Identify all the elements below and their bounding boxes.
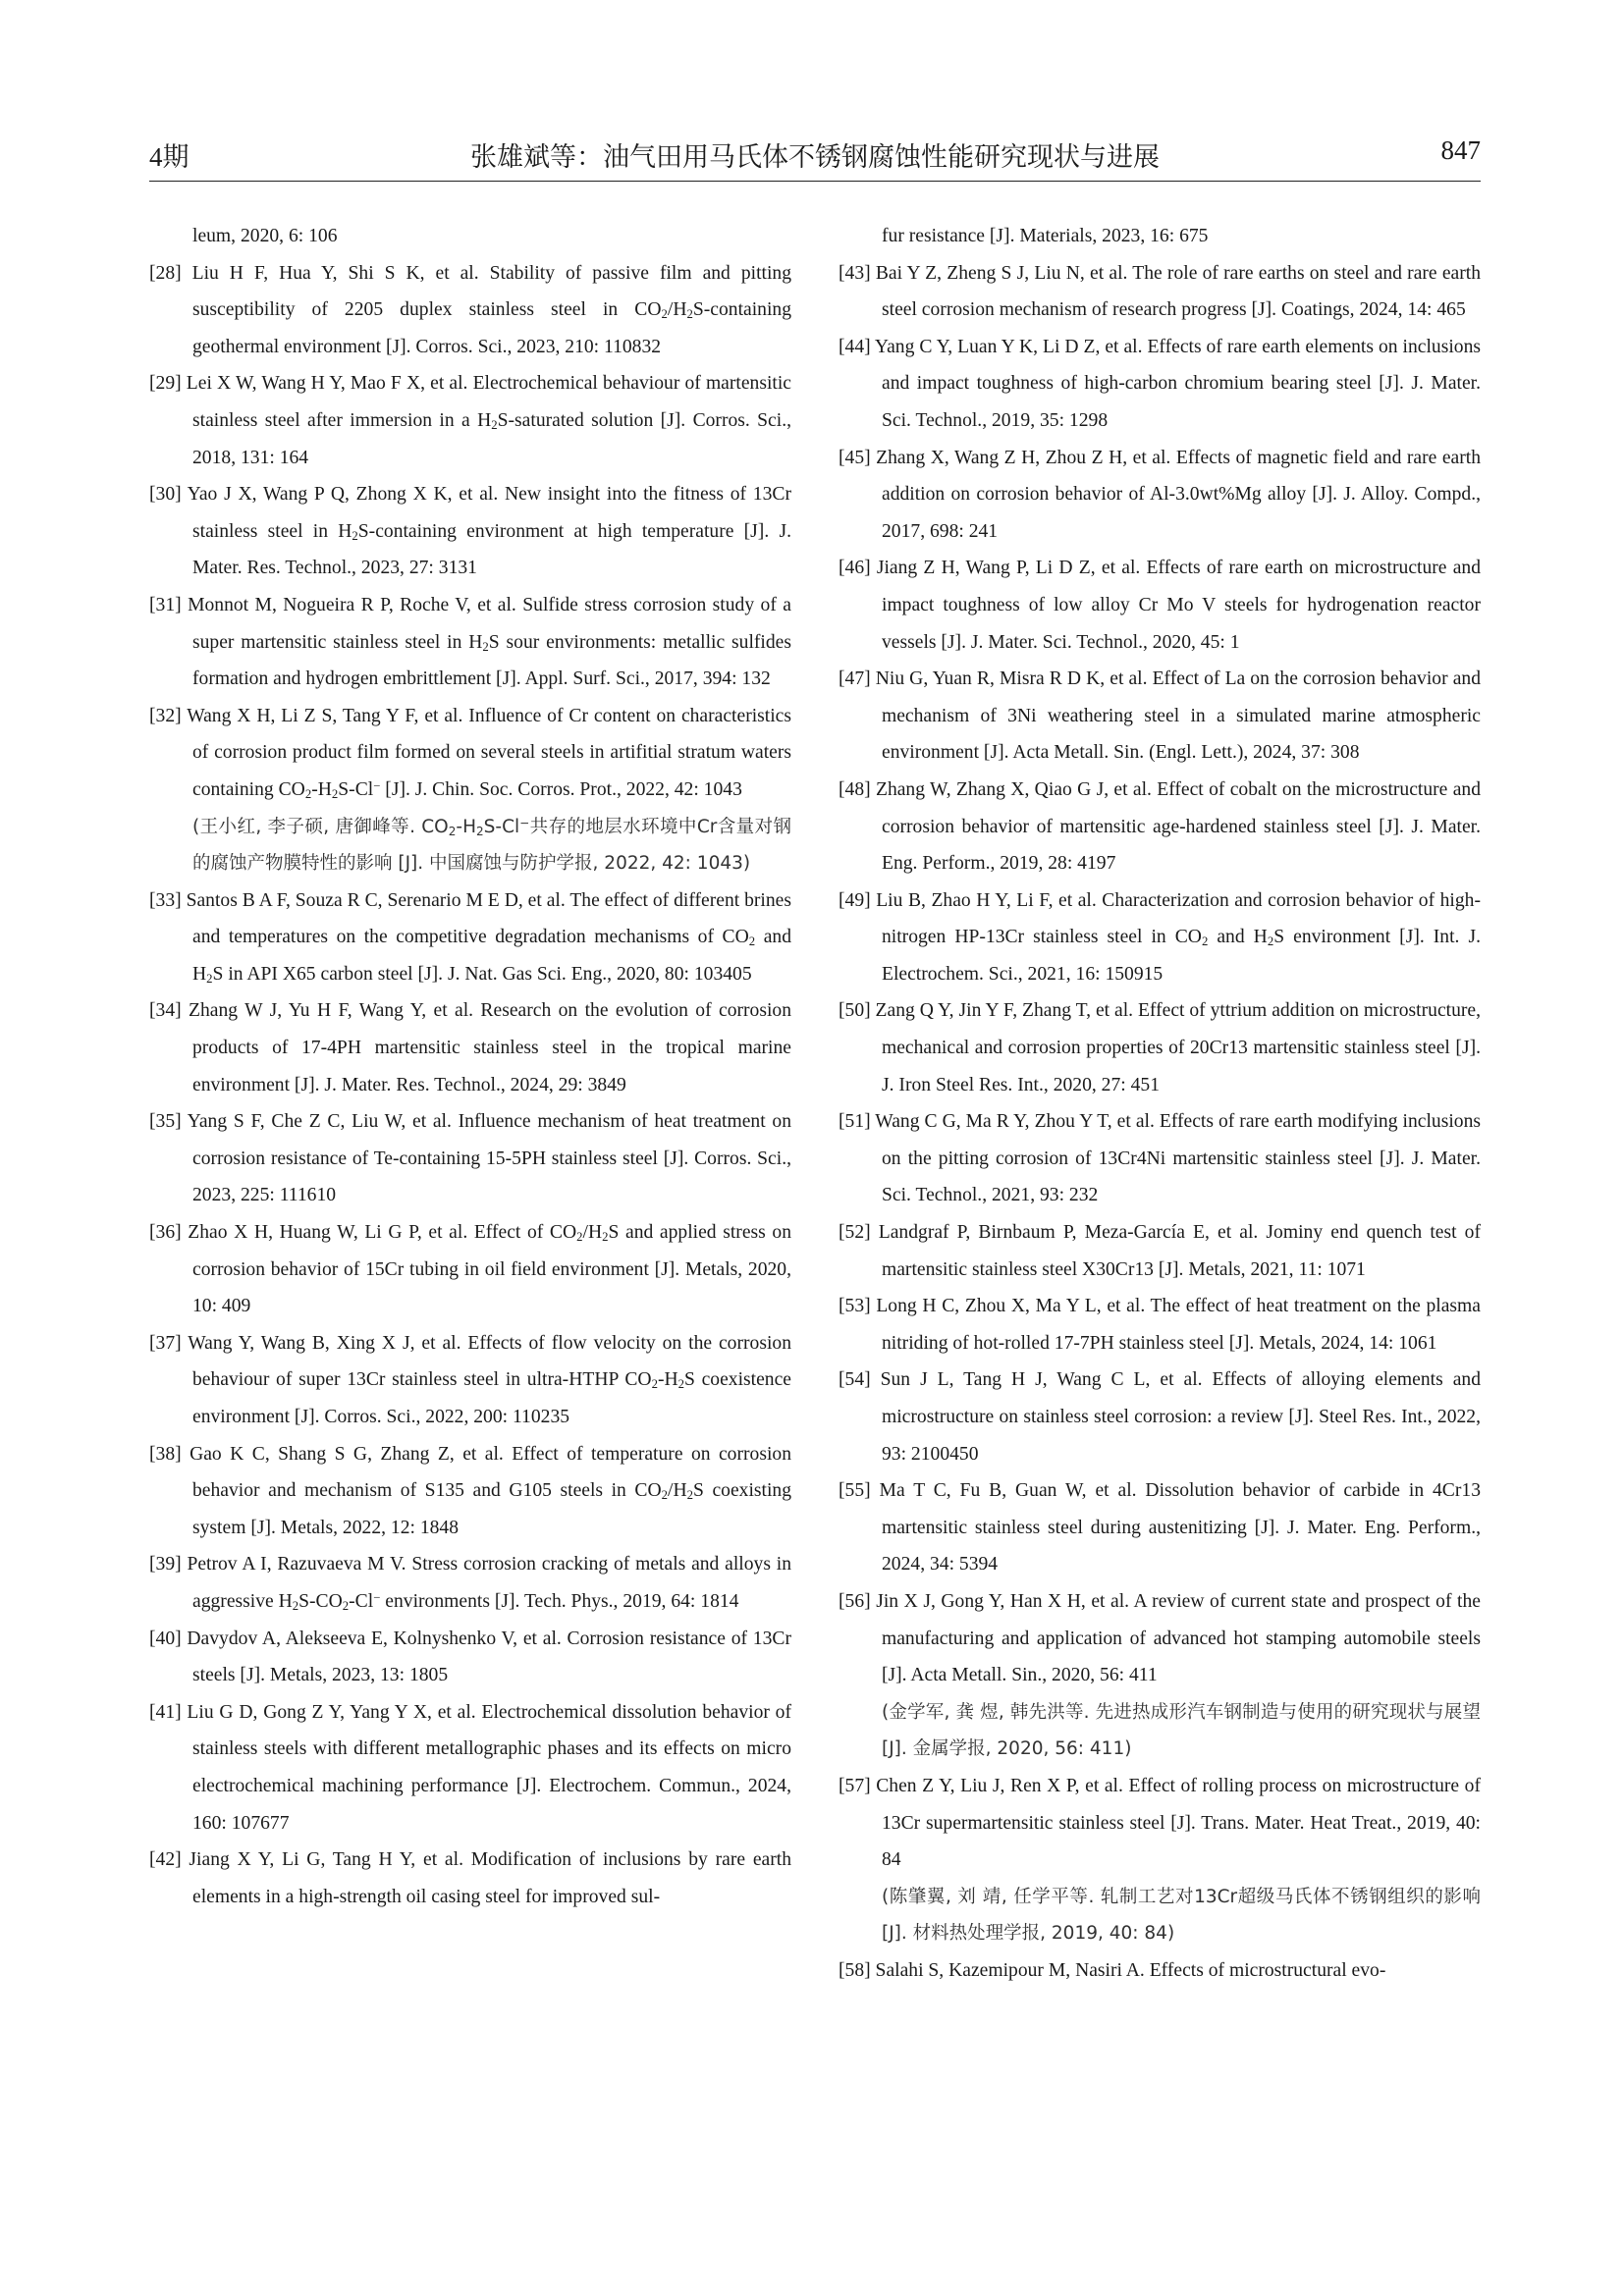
reference-entry: [51] Wang C G, Ma R Y, Zhou Y T, et al. Effects of rare earth modifying inclusions on the pitting corrosion of 13Cr4Ni martensitic stainless steel [J]. J. Mater. Sci. Technol., 2021, 93: 232 bbox=[839, 1111, 1481, 1206]
reference-entry: [34] Zhang W J, Yu H F, Wang Y, et al. Research on the evolution of corrosion products of 17-4PH martensitic stainless steel in the tropical marine environment [J]. J. Mater. Res. Technol., 2024, 29: 3849 bbox=[149, 1000, 791, 1095]
header-rule bbox=[149, 181, 1481, 182]
reference-entry: [52] Landgraf P, Birnbaum P, Meza-García E, et al. Jominy end quench test of martensitic stainless steel X30Cr13 [J]. Metals, 2021, 11: 1071 bbox=[839, 1222, 1481, 1280]
reference-entry: [28] Liu H F, Hua Y, Shi S K, et al. Stability of passive film and pitting susceptibility of 2205 duplex stainless steel in $CO_2/H_2S$-containing geothermal environment [J]. Corros. Sci., 2023, 210: 110832 bbox=[149, 262, 791, 357]
reference-chinese-translation: (金学军, 龚 煜, 韩先洪等. 先进热成形汽车钢制造与使用的研究现状与展望 [J]. 金属学报, 2020, 56: 411) bbox=[882, 1701, 1481, 1760]
reference-entry: [39] Petrov A I, Razuvaeva M V. Stress corrosion cracking of metals and alloys in aggressive $H_2S-CO_2-Cl^-$ environments [J]. Tech. Phys., 2019, 64: 1814 bbox=[149, 1554, 791, 1614]
reference-entry: [53] Long H C, Zhou X, Ma Y L, et al. The effect of heat treatment on the plasma nitriding of hot-rolled 17-7PH stainless steel [J]. Metals, 2024, 14: 1061 bbox=[839, 1296, 1481, 1354]
reference-entry: [58] Salahi S, Kazemipour M, Nasiri A. Effects of microstructural evo- bbox=[839, 1959, 1386, 1981]
reference-entry: [49] Liu B, Zhao H Y, Li F, et al. Characterization and corrosion behavior of high-nitrogen HP-13Cr stainless steel in $CO_2$ and $H_2S$ environment [J]. Int. J. Electrochem. Sci., 2021, 16: 150915 bbox=[839, 889, 1481, 985]
reference-entry: [36] Zhao X H, Huang W, Li G P, et al. Effect of $CO_2/H_2S$ and applied stress on corrosion behavior of 15Cr tubing in oil field environment [J]. Metals, 2020, 10: 409 bbox=[149, 1222, 791, 1317]
reference-entry: fur resistance [J]. Materials, 2023, 16: 675 bbox=[882, 226, 1209, 246]
reference-entry: [43] Bai Y Z, Zheng S J, Liu N, et al. The role of rare earths on steel and rare earth steel corrosion mechanism of research progress [J]. Coatings, 2024, 14: 465 bbox=[839, 262, 1481, 321]
reference-entry: [30] Yao J X, Wang P Q, Zhong X K, et al. New insight into the fitness of 13Cr stainless steel in $H_2S$-containing environment at high temperature [J]. J. Mater. Res. Technol., 2023, 27: 3131 bbox=[149, 484, 791, 579]
reference-entry: [42] Jiang X Y, Li G, Tang H Y, et al. Modification of inclusions by rare earth elements in a high-strength oil casing steel for improved sul- bbox=[149, 1849, 791, 1907]
reference-entry: leum, 2020, 6: 106 bbox=[192, 226, 338, 246]
reference-entry: [50] Zang Q Y, Jin Y F, Zhang T, et al. Effect of yttrium addition on microstructure, mechanical and corrosion properties of 20Cr13 martensitic stainless steel [J]. J. Iron Steel Res. Int., 2020, 27: 451 bbox=[839, 1000, 1481, 1095]
reference-entry: [41] Liu G D, Gong Z Y, Yang Y X, et al. Electrochemical dissolution behavior of stainless steels with different metallographic phases and its effects on micro electrochemical machining performance [J]. Electrochem. Commun., 2024, 160: 107677 bbox=[149, 1701, 791, 1834]
reference-entry: [46] Jiang Z H, Wang P, Li D Z, et al. Effects of rare earth on microstructure and impact toughness of low alloy Cr Mo V steels for hydrogenation reactor vessels [J]. J. Mater. Sci. Technol., 2020, 45: 1 bbox=[839, 558, 1481, 653]
running-title: 张雄斌等：油气田用马氏体不锈钢腐蚀性能研究现状与进展 bbox=[470, 142, 1160, 172]
reference-entry: [55] Ma T C, Fu B, Guan W, et al. Dissolution behavior of carbide in 4Cr13 martensitic stainless steel during austenitizing [J]. J. Mater. Eng. Perform., 2024, 34: 5394 bbox=[839, 1480, 1481, 1575]
reference-entry: [45] Zhang X, Wang Z H, Zhou Z H, et al. Effects of magnetic field and rare earth addition on corrosion behavior of Al-3.0wt%Mg alloy [J]. J. Alloy. Compd., 2017, 698: 241 bbox=[839, 447, 1481, 542]
reference-chinese-translation: (陈肇翼, 刘 靖, 任学平等. 轧制工艺对13Cr超级马氏体不锈钢组织的影响 [J]. 材料热处理学报, 2019, 40: 84) bbox=[882, 1886, 1481, 1945]
reference-entry: [56] Jin X J, Gong Y, Han X H, et al. A review of current state and prospect of the manufacturing and application of advanced hot stamping automobile steels [J]. Acta Metall. Sin., 2020, 56: 411 bbox=[839, 1590, 1481, 1686]
reference-entry: [31] Monnot M, Nogueira R P, Roche V, et al. Sulfide stress corrosion study of a super martensitic stainless steel in $H_2S$ sour environments: metallic sulfides formation and hydrogen embrittlement [J]. Appl. Surf. Sci., 2017, 394: 132 bbox=[149, 594, 791, 690]
reference-entry: [44] Yang C Y, Luan Y K, Li D Z, et al. Effects of rare earth elements on inclusions and impact toughness of high-carbon chromium bearing steel [J]. J. Mater. Sci. Technol., 2019, 35: 1298 bbox=[839, 336, 1481, 431]
running-header bbox=[149, 135, 1481, 183]
reference-entry: [57] Chen Z Y, Liu J, Ren X P, et al. Effect of rolling process on microstructure of 13Cr supermartensitic stainless steel [J]. Trans. Mater. Heat Treat., 2019, 40: 84 bbox=[839, 1775, 1481, 1871]
reference-entry: [54] Sun J L, Tang H J, Wang C L, et al. Effects of alloying elements and microstructure on stainless steel corrosion: a review [J]. Steel Res. Int., 2022, 93: 2100450 bbox=[839, 1369, 1481, 1465]
reference-entry: [35] Yang S F, Che Z C, Liu W, et al. Influence mechanism of heat treatment on corrosion resistance of Te-containing 15-5PH stainless steel [J]. Corros. Sci., 2023, 225: 111610 bbox=[149, 1111, 791, 1206]
reference-entry: [33] Santos B A F, Souza R C, Serenario M E D, et al. The effect of different brines and temperatures on the competitive degradation mechanisms of $CO_2$ and $H_2S$ in API X65 carbon steel [J]. J. Nat. Gas Sci. Eng., 2020, 80: 103405 bbox=[149, 889, 791, 987]
issue-number: 4期 bbox=[149, 142, 189, 172]
reference-entry: [38] Gao K C, Shang S G, Zhang Z, et al. Effect of temperature on corrosion behavior and mechanism of S135 and G105 steels in $CO_2/H_2S$ coexisting system [J]. Metals, 2022, 12: 1848 bbox=[149, 1443, 791, 1538]
reference-entry: [37] Wang Y, Wang B, Xing X J, et al. Effects of flow velocity on the corrosion behaviour of super 13Cr stainless steel in ultra-HTHP $CO_2-H_2S$ coexistence environment [J]. Corros. Sci., 2022, 200: 110235 bbox=[149, 1332, 791, 1427]
reference-entry: [32] Wang X H, Li Z S, Tang Y F, et al. Influence of Cr content on characteristics of corrosion product film formed on several steels in artifitial stratum waters containing $CO_2-H_2S-Cl^-$ [J]. J. Chin. Soc. Corros. Prot., 2022, 42: 1043 bbox=[149, 705, 791, 802]
references-right-column bbox=[839, 218, 1481, 1990]
reference-entry: [48] Zhang W, Zhang X, Qiao G J, et al. Effect of cobalt on the microstructure and corrosion behavior of martensitic age-hardened stainless steel [J]. J. Mater. Eng. Perform., 2019, 28: 4197 bbox=[839, 778, 1481, 875]
reference-chinese-translation: (王小红, 李子硕, 唐御峰等. $CO_2-H_2S-Cl^-$共存的地层水环境中Cr含量对钢的腐蚀产物膜特性的影响 [J]. 中国腐蚀与防护学报, 2022, 42: 1043) bbox=[192, 816, 792, 875]
references-left-column bbox=[149, 218, 791, 1915]
page-number: 847 bbox=[1440, 135, 1481, 165]
reference-entry: [29] Lei X W, Wang H Y, Mao F X, et al. Electrochemical behaviour of martensitic stainless steel after immersion in a $H_2S$-saturated solution [J]. Corros. Sci., 2018, 131: 164 bbox=[149, 373, 791, 468]
reference-entry: [40] Davydov A, Alekseeva E, Kolnyshenko V, et al. Corrosion resistance of 13Cr steels [J]. Metals, 2023, 13: 1805 bbox=[149, 1628, 791, 1686]
reference-entry: [47] Niu G, Yuan R, Misra R D K, et al. Effect of La on the corrosion behavior and mechanism of 3Ni weathering steel in a simulated marine atmospheric environment [J]. Acta Metall. Sin. (Engl. Lett.), 2024, 37: 308 bbox=[839, 668, 1481, 764]
